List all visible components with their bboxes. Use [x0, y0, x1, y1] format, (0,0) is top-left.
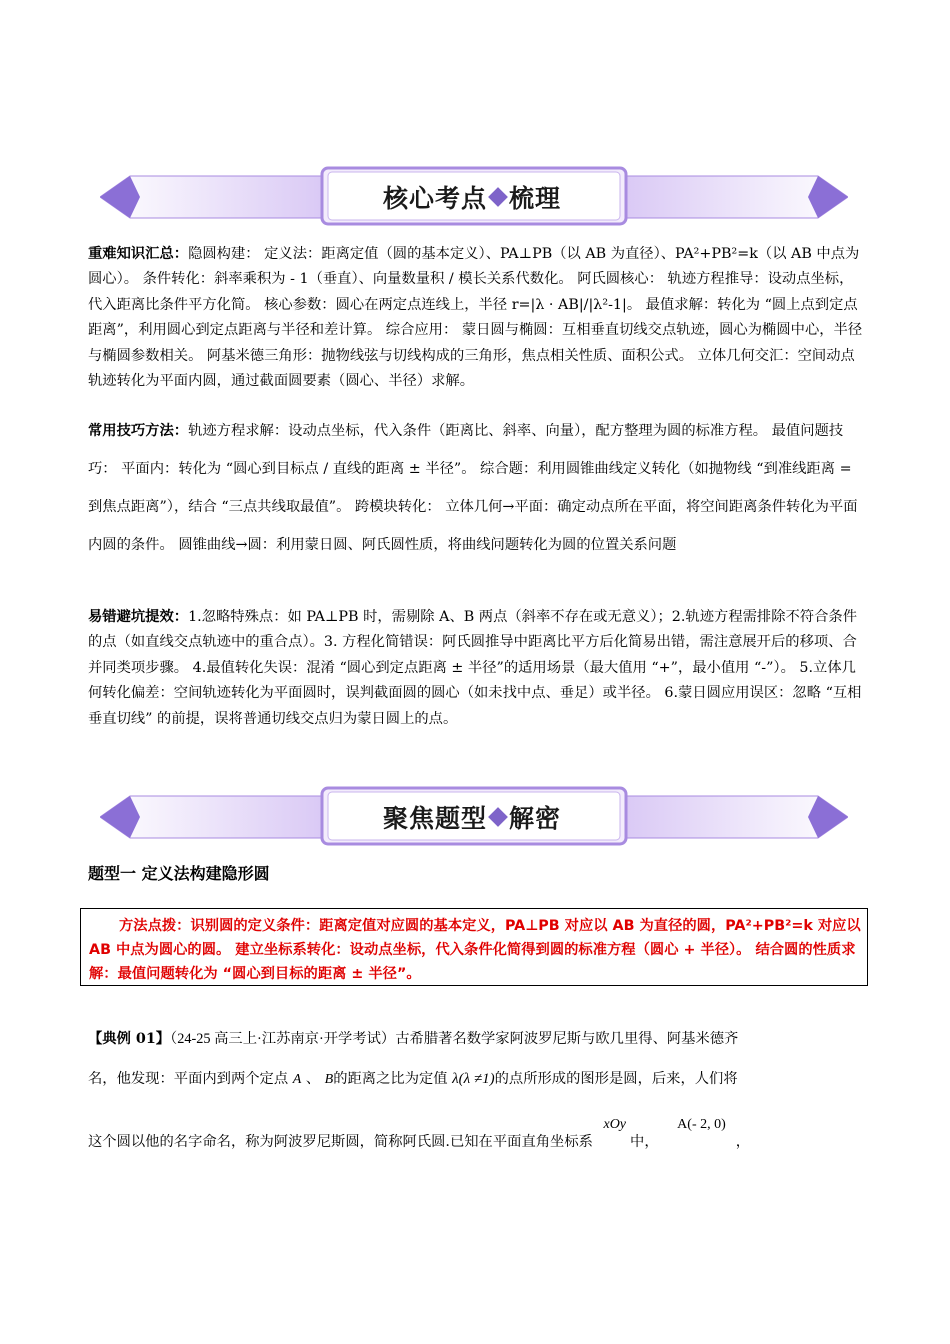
lambda-expression: λ(λ ≠1)	[452, 1071, 495, 1087]
diamond-icon	[488, 807, 508, 827]
summary-paragraph	[88, 242, 864, 394]
diamond-icon	[488, 187, 508, 207]
example-line-1	[88, 1028, 738, 1048]
section-heading: 题型一 定义法构建隐形圆	[88, 864, 270, 883]
coord-system: xOy	[603, 1117, 627, 1132]
techniques-text: 轨迹方程求解：设动点坐标，代入条件（距离比、斜率、向量），配方整理为圆的标准方程。 最值问题技巧： 平面内：转化为 “圆心到目标点 / 直线的距离 ± 半径”。 综合题：利用圆锥曲线定义转化（如抛物线 “到准线距离 = 到焦点距离”），结合 “三点共线取最值”。 跨模块转化： 立体几何→平面：确定动点所在平面，将空间距离条件转化为平面内圆的条件。 圆锥曲线→圆：利用蒙日圆、阿氏圆性质，将曲线问题转化为圆的位置关系问题	[88, 423, 858, 553]
example-line-3	[88, 1117, 751, 1151]
pitfalls-paragraph	[88, 605, 864, 732]
example-text-3b: 中，	[630, 1134, 659, 1150]
example-source: （24-25 高三上·江苏南京·开学考试）	[170, 1031, 396, 1047]
banner-title-left: 聚焦题型	[382, 804, 487, 833]
example-text-2a: 名，他发现：平面内到两个定点	[88, 1071, 289, 1087]
section-banner-types	[100, 786, 848, 848]
banner-title-right: 梳理	[509, 184, 562, 213]
point-b: B	[324, 1072, 334, 1087]
banner-title-left: 核心考点	[382, 184, 487, 213]
example-label: 【典例 01】	[88, 1031, 171, 1047]
point-a-coordinates: A(- 2, 0)	[677, 1117, 726, 1132]
example-text-2b: 的距离之比为定值	[333, 1071, 448, 1087]
example-text-1: 古希腊著名数学家阿波罗尼斯与欧几里得、阿基米德齐	[395, 1031, 739, 1047]
method-tip-box	[80, 908, 868, 986]
banner-title	[322, 790, 622, 844]
example-text-2c: 的点所形成的图形是圆，后来，人们将	[494, 1071, 738, 1087]
point-a: A	[292, 1072, 302, 1087]
example-line-2	[88, 1068, 738, 1088]
example-text-3c: ，	[735, 1134, 751, 1150]
example-text-3a: 这个圆以他的名字命名，称为阿波罗尼斯圆，简称阿氏圆.已知在平面直角坐标系	[88, 1134, 593, 1150]
separator: 、	[305, 1071, 321, 1087]
method-tip-text: 方法点拨：识别圆的定义条件：距离定值对应圆的基本定义，PA⊥PB 对应以 AB 为直径的圆，PA²+PB²=k 对应以 AB 中点为圆心的圆。 建立坐标系转化：设动点坐标，代入条件化简得到圆的标准方程（圆心 + 半径）。 结合圆的性质求解：最值问题转化为 “圆心到目标的距离 ± 半径”。	[89, 918, 861, 982]
summary-text: 隐圆构建： 定义法：距离定值（圆的基本定义）、PA⊥PB（以 AB 为直径）、PA²+PB²=k（以 AB 中点为圆心）。 条件转化：斜率乘积为 - 1（垂直）、向量数量积 / 模长关系代数化。 阿氏圆核心： 轨迹方程推导：设动点坐标，代入距离比条件平方化简。 核心参数：圆心在两定点连线上，半径 r=|λ · AB|/|λ²-1|。 最值求解：转化为 “圆上点到定点距离”，利用圆心到定点距离与半径和差计算。 综合应用： 蒙日圆与椭圆：互相垂直切线交点轨迹，圆心为椭圆中心，半径与椭圆参数相关。 阿基米德三角形：抛物线弦与切线构成的三角形，焦点相关性质、面积公式。 立体几何交汇：空间动点轨迹转化为平面内圆，通过截面圆要素（圆心、半径）求解。	[88, 246, 863, 390]
techniques-paragraph	[88, 412, 864, 564]
banner-title-right: 解密	[509, 804, 562, 833]
banner-title	[322, 170, 622, 224]
pitfalls-label: 易错避坑提效：	[88, 609, 189, 625]
summary-label: 重难知识汇总：	[88, 246, 189, 262]
pitfalls-text: 1.忽略特殊点：如 PA⊥PB 时，需剔除 A、B 两点（斜率不存在或无意义）；2.轨迹方程需排除不符合条件的点（如直线交点轨迹中的重合点）。3. 方程化简错误：阿氏圆推导中距离比平方后化简易出错，需注意展开后的移项、合并同类项步骤。 4.最值转化失误：混淆 “圆心到定点距离 ± 半径”的适用场景（最大值用 “+”，最小值用 “-”）。 5.立体几何转化偏差：空间轨迹转化为平面圆时，误判截面圆的圆心（如未找中点、垂足）或半径。 6.蒙日圆应用误区：忽略 “互相垂直切线” 的前提，误将普通切线交点归为蒙日圆上的点。	[88, 609, 862, 727]
techniques-label: 常用技巧方法：	[88, 423, 189, 439]
section-banner-core	[100, 166, 848, 228]
